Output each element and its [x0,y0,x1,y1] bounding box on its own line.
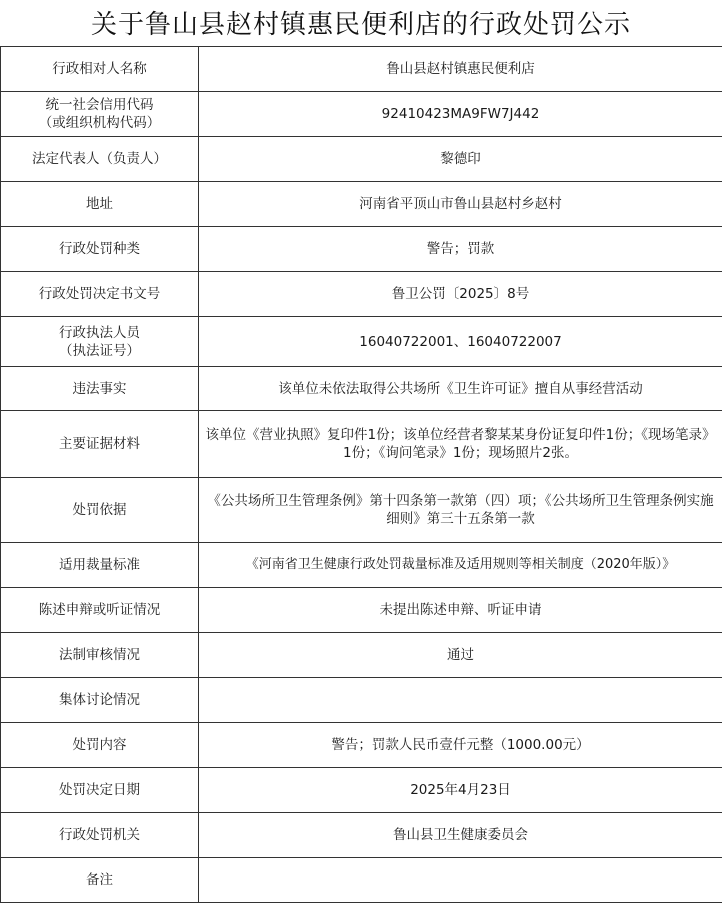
row-value: 该单位未依法取得公共场所《卫生许可证》擅自从事经营活动 [199,367,722,411]
row-label-line: （执法证号） [59,342,140,359]
row-value: 该单位《营业执照》复印件1份；该单位经营者黎某某身份证复印件1份；《现场笔录》1份；《询问笔录》1份；现场照片2张。 [199,411,722,478]
row-label: 集体讨论情况 [1,678,199,723]
row-value: 鲁山县卫生健康委员会 [199,813,722,858]
row-value: 警告；罚款人民币壹仟元整（1000.00元） [199,723,722,768]
row-value: 鲁卫公罚〔2025〕8号 [199,272,722,317]
row-label: 行政处罚种类 [1,227,199,272]
row-label: 处罚依据 [1,478,199,543]
table-row [1,813,722,858]
table-row [1,678,722,723]
row-value: 16040722001、16040722007 [199,317,722,367]
row-value [199,858,722,903]
row-label: 主要证据材料 [1,411,199,478]
table-row [1,227,722,272]
row-value: 通过 [199,633,722,678]
row-value: 未提出陈述申辩、听证申请 [199,588,722,633]
row-label [1,92,199,137]
table-row [1,47,722,92]
penalty-table [0,46,722,903]
page-title: 关于鲁山县赵村镇惠民便利店的行政处罚公示 [90,10,631,40]
table-row [1,411,722,478]
table-row [1,723,722,768]
table-row [1,92,722,137]
row-value: 2025年4月23日 [199,768,722,813]
table-row [1,633,722,678]
row-label: 行政处罚机关 [1,813,199,858]
table-row [1,272,722,317]
row-value: 黎德印 [199,137,722,182]
row-value: 河南省平顶山市鲁山县赵村乡赵村 [199,182,722,227]
row-value: 92410423MA9FW7J442 [199,92,722,137]
row-label: 地址 [1,182,199,227]
row-label: 法定代表人（负责人） [1,137,199,182]
table-row [1,543,722,588]
row-label: 法制审核情况 [1,633,199,678]
table-row [1,858,722,903]
row-value: 《河南省卫生健康行政处罚裁量标准及适用规则等相关制度（2020年版）》 [199,543,722,588]
row-label: 适用裁量标准 [1,543,199,588]
table-row [1,182,722,227]
table-row [1,768,722,813]
row-label [1,317,199,367]
row-label: 违法事实 [1,367,199,411]
row-label: 陈述申辩或听证情况 [1,588,199,633]
row-label: 行政处罚决定书文号 [1,272,199,317]
table-row [1,317,722,367]
row-label: 备注 [1,858,199,903]
row-label: 处罚内容 [1,723,199,768]
row-label-line: 行政执法人员 [59,324,140,341]
row-value: 鲁山县赵村镇惠民便利店 [199,47,722,92]
row-value: 《公共场所卫生管理条例》第十四条第一款第（四）项；《公共场所卫生管理条例实施细则》第三十五条第一款 [199,478,722,543]
table-row [1,367,722,411]
table-row [1,478,722,543]
row-value [199,678,722,723]
row-label-line: （或组织机构代码） [38,115,161,131]
table-row [1,588,722,633]
row-label: 行政相对人名称 [1,47,199,92]
row-label: 处罚决定日期 [1,768,199,813]
table-row [1,137,722,182]
row-label-line: 统一社会信用代码 [45,97,154,113]
row-value: 警告；罚款 [199,227,722,272]
